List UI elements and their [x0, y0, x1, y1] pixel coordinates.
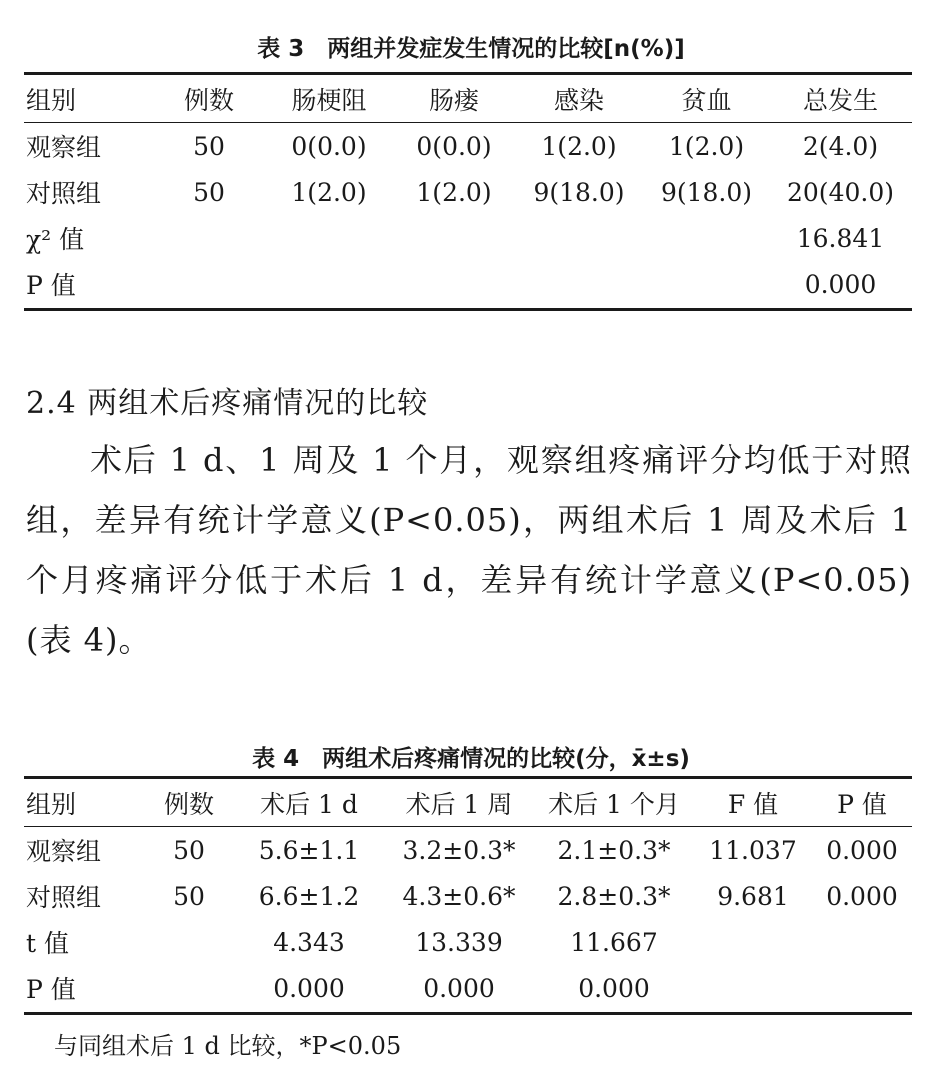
table4-top-rule [24, 776, 912, 779]
table-cell: 2.1±0.3* [557, 835, 671, 865]
table-cell: 观察组 [26, 133, 102, 162]
table4 [24, 780, 912, 1011]
table-cell [264, 215, 394, 261]
table4-header-cell: 例数 [144, 780, 234, 827]
table-cell: P 值 [26, 975, 76, 1004]
table-cell: 50 [193, 177, 225, 207]
table-cell: 0.000 [273, 973, 345, 1003]
table-cell: 1(2.0) [416, 177, 492, 207]
table-row [24, 965, 912, 1011]
table-cell [514, 215, 644, 261]
paragraph-text: 术后 1 d、1 周及 1 个月，观察组疼痛评分均低于对照组，差异有统计学意义(P<0.05)，两组术后 1 周及术后 1 个月疼痛评分低于术后 1 d，差异有统计学意义(P<0.05)(表 4)。 [26, 441, 912, 659]
table-cell: 50 [173, 881, 205, 911]
table3-caption: 表 3 两组并发症发生情况的比较[n(%)] [257, 36, 685, 62]
table-row [24, 873, 912, 919]
table-cell: 20(40.0) [787, 177, 894, 207]
table3-header-cell: 例数 [154, 76, 264, 123]
table4-header-cell: 术后 1 周 [384, 780, 534, 827]
table4-footnote: 与同组术后 1 d 比较，*P<0.05 [54, 1032, 402, 1060]
table3-header-cell: 肠瘘 [394, 76, 514, 123]
table-cell: 1(2.0) [541, 131, 617, 161]
table-cell [514, 261, 644, 307]
table3-top-rule [24, 72, 912, 75]
table3-header-cell: 组别 [24, 76, 154, 123]
table-cell: 11.667 [570, 927, 658, 957]
table-cell: 4.3±0.6* [402, 881, 516, 911]
table3-header-cell: 感染 [514, 76, 644, 123]
table3 [24, 76, 912, 307]
table-cell: 2(4.0) [802, 131, 879, 161]
table-row [24, 215, 912, 261]
table3-bottom-rule [24, 308, 912, 311]
table3-header-cell: 肠梗阻 [264, 76, 394, 123]
table-cell [264, 261, 394, 307]
table-cell [154, 261, 264, 307]
table-cell: 2.8±0.3* [557, 881, 671, 911]
table-cell: 6.6±1.2 [258, 881, 360, 911]
table3-header-row [24, 76, 912, 123]
table-cell [812, 919, 912, 965]
table4-header-cell: P 值 [812, 780, 912, 827]
table-cell: 对照组 [26, 883, 102, 912]
table4-header-cell: 术后 1 个月 [534, 780, 694, 827]
table-cell: 3.2±0.3* [402, 835, 516, 865]
table-row [24, 919, 912, 965]
table-cell: 4.343 [273, 927, 345, 957]
table-row [24, 827, 912, 874]
table-cell: 9.681 [717, 881, 789, 911]
table-row [24, 261, 912, 307]
table-cell: 0.000 [578, 973, 650, 1003]
table-cell [694, 965, 812, 1011]
table-cell: 0.000 [804, 269, 877, 299]
table-cell: 1(2.0) [291, 177, 367, 207]
table-cell: 观察组 [26, 837, 102, 866]
table-cell: P 值 [26, 271, 76, 300]
table3-header-cell: 贫血 [644, 76, 769, 123]
table-cell: 0.000 [826, 835, 898, 865]
table-cell: 对照组 [26, 179, 102, 208]
table-cell: 0.000 [423, 973, 495, 1003]
section-heading: 2.4 两组术后疼痛情况的比较 [26, 386, 429, 421]
table-cell [144, 919, 234, 965]
table4-header-row [24, 780, 912, 827]
table-cell: 50 [193, 131, 225, 161]
table-cell: 13.339 [415, 927, 503, 957]
table-cell [644, 261, 769, 307]
table4-header-cell: 组别 [24, 780, 144, 827]
table-row [24, 169, 912, 215]
table-cell: 50 [173, 835, 205, 865]
table-cell [144, 965, 234, 1011]
table3-header-cell: 总发生 [769, 76, 912, 123]
table-cell: 0(0.0) [416, 131, 492, 161]
table-cell [694, 919, 812, 965]
table-cell [812, 965, 912, 1011]
table-cell: 11.037 [709, 835, 797, 865]
table-cell [154, 215, 264, 261]
table-cell: t 值 [26, 929, 69, 958]
table-cell [644, 215, 769, 261]
section-paragraph [26, 430, 912, 670]
table4-header-cell: 术后 1 d [234, 780, 384, 827]
table-cell [394, 215, 514, 261]
table-cell: 0(0.0) [291, 131, 367, 161]
table4-caption: 表 4 两组术后疼痛情况的比较(分，x̄±s) [252, 746, 690, 772]
table-cell: χ² 值 [26, 225, 85, 254]
table-cell: 9(18.0) [533, 177, 625, 207]
table4-bottom-rule [24, 1012, 912, 1015]
table-row [24, 123, 912, 170]
table-cell: 9(18.0) [660, 177, 753, 207]
table-cell: 5.6±1.1 [258, 835, 360, 865]
table-cell: 0.000 [826, 881, 898, 911]
table4-header-cell: F 值 [694, 780, 812, 827]
table-cell [394, 261, 514, 307]
table-cell: 16.841 [796, 223, 885, 253]
table-cell: 1(2.0) [668, 131, 745, 161]
